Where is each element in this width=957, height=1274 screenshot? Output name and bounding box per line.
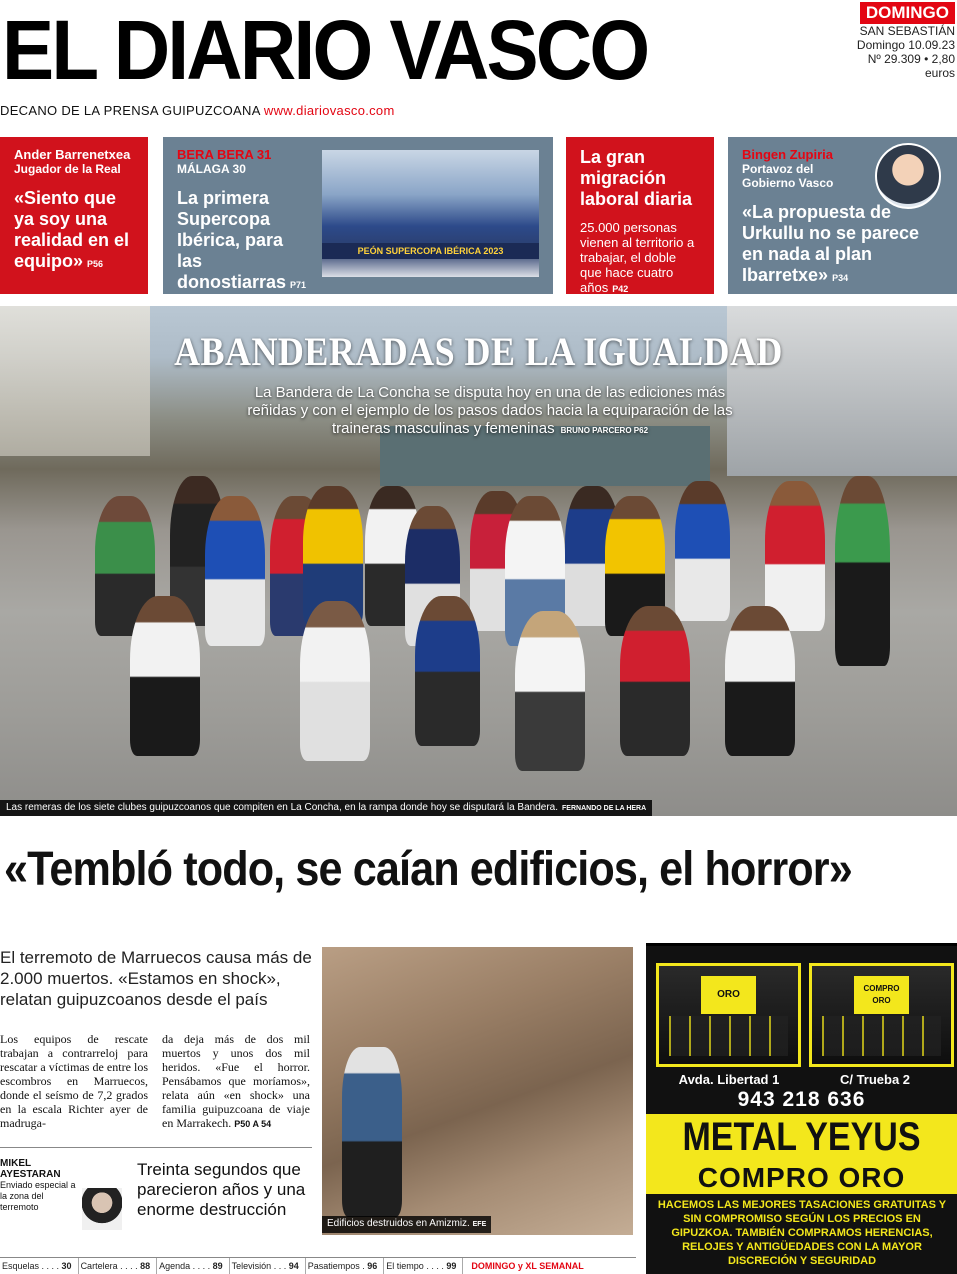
quake-photo: [322, 947, 633, 1235]
section-index: [0, 1257, 636, 1274]
quake-body-col2: da deja más de dos mil muertos y unos dos mil heridos. «Fue el horror. Pensábamos que moríamos», relata aún «en shock» una familia guipuzcoana de viaje en Marrakech. P50 A 54: [162, 1032, 310, 1130]
main-deck-credit: BRUNO PARCERO P62: [560, 426, 649, 435]
main-headline: ABANDERADAS DE LA IGUALDAD: [174, 329, 783, 374]
byline: [0, 1158, 80, 1213]
quake-body-col1: Los equipos de rescate trabajan a contrarreloj para rescatar a víctimas de entre los escombros en Marruecos, donde el seísmo de 7,2 grados en la escala Richter ayer de madruga-: [0, 1032, 148, 1130]
divider: [0, 1147, 312, 1148]
supercopa-team-photo: [322, 150, 539, 277]
teaser-kicker: BERA BERA 31: [177, 147, 272, 162]
ad-shop-photo-1: [656, 963, 801, 1067]
zupiria-portrait: [875, 143, 941, 209]
masthead-title: EL DIARIO VASCO: [2, 3, 648, 97]
edition-city: SAN SEBASTIÁN: [859, 24, 955, 38]
quake-photo-credit: EFE: [472, 1221, 487, 1228]
quake-deck: El terremoto de Marruecos causa más de 2.000 muertos. «Estamos en shock», relatan guipuzcoanos desde el país: [0, 948, 312, 1009]
index-item-pasatiempos[interactable]: Pasatiempos . 96: [306, 1258, 385, 1274]
teaser-barrenetxea[interactable]: [0, 137, 148, 294]
ad-top-rule: [646, 943, 957, 946]
page-ref: P42: [612, 284, 629, 294]
main-photo: [0, 306, 957, 816]
page-ref: P56: [87, 259, 104, 269]
supercopa-banner: PEÓN SUPERCOPA IBÉRICA 2023: [322, 243, 539, 259]
ad-brand: METAL YEYUS: [682, 1115, 921, 1159]
teaser-headline: La gran migración laboral diaria: [580, 147, 693, 209]
shop-door-2: [822, 1016, 941, 1056]
main-photo-caption: Las remeras de los siete clubes guipuzcoanos que compiten en La Concha, en la rampa donde hoy se disputará la Bandera. FERNANDO DE LA HERA: [0, 800, 652, 816]
teaser-kicker: Ander Barrenetxea: [14, 147, 131, 162]
index-item-television[interactable]: Televisión . . . 94: [230, 1258, 306, 1274]
byline-name-1: MIKEL: [0, 1158, 32, 1169]
index-promo: DOMINGO y XL SEMANAL: [471, 1261, 584, 1271]
quake-photo-caption: Edificios destruidos en Amizmiz. EFE: [322, 1216, 491, 1233]
page-ref: P34: [832, 273, 849, 283]
ad-address-1: Avda. Libertad 1: [678, 1072, 780, 1087]
edition-issue: Nº 29.309 • 2,80 euros: [867, 52, 955, 80]
main-deck: La Bandera de La Concha se disputa hoy en una de las ediciones más reñidas y con el ejemplo de los pasos dados hacia la equiparación de las traineras masculinas y femeninas BRUNO PARCERO P62: [247, 384, 733, 437]
index-item-agenda[interactable]: Agenda . . . . 89: [157, 1258, 230, 1274]
byline-role: Enviado especial a la zona del terremoto: [0, 1180, 76, 1212]
quake-sidehead: Treinta segundos que parecieron años y una enorme destrucción: [137, 1160, 306, 1219]
teaser-sub: MÁLAGA 30: [177, 162, 246, 176]
ad-compro-oro: COMPRO ORO: [697, 1162, 906, 1193]
teaser-sub: Portavoz del Gobierno Vasco: [742, 162, 834, 190]
shop-door-1: [669, 1016, 788, 1056]
tagline: [0, 103, 395, 118]
index-item-tiempo[interactable]: El tiempo . . . . 99: [384, 1258, 463, 1274]
teaser-sub: Jugador de la Real: [14, 162, 121, 176]
edition-info: [845, 2, 955, 80]
quake-headline: «Tembló todo, se caían edificios, el horror»: [4, 843, 852, 896]
index-item-cartelera[interactable]: Cartelera . . . . 88: [79, 1258, 158, 1274]
site-url-link[interactable]: www.diariovasco.com: [263, 103, 395, 118]
edition-day: DOMINGO: [860, 2, 955, 24]
byline-name-2: AYESTARAN: [0, 1169, 61, 1180]
index-item-esquelas[interactable]: Esquelas . . . . 30: [0, 1258, 79, 1274]
teaser-body: 25.000 personas vienen al territorio a trabajar, el doble que hace cuatro años P42: [580, 220, 695, 294]
ad-phone[interactable]: 943 218 636: [737, 1088, 866, 1111]
teaser-headline: La primera Supercopa Ibérica, para las donostiarras P71: [177, 188, 307, 292]
rowers-group: [75, 456, 895, 786]
ad-address-2: C/ Trueba 2: [839, 1072, 911, 1087]
teaser-kicker: Bingen Zupiria: [742, 147, 833, 162]
shop-sign-2: COMPRO ORO: [854, 976, 910, 1014]
shop-sign-1: ORO: [701, 976, 757, 1014]
teaser-migration[interactable]: [566, 137, 714, 294]
ad-body-text: HACEMOS LAS MEJORES TASACIONES GRATUITAS Y SIN COMPROMISO SEGÚN LOS PRECIOS EN GIPUZKOA. TAMBIÉN COMPRAMOS HERENCIAS, RELOJES Y ANTIGÜEDADES CON LA MAYOR DISCRECIÓN Y SEGURIDAD: [657, 1199, 947, 1267]
photo-man: [342, 1047, 402, 1217]
tagline-text: DECANO DE LA PRENSA GUIPUZCOANA: [0, 103, 260, 118]
ad-shop-photo-2: [809, 963, 954, 1067]
teaser-headline: «La propuesta de Urkullu no se parece en nada al plan Ibarretxe» P34: [742, 202, 920, 285]
edition-date: Domingo 10.09.23: [856, 38, 955, 52]
author-photo: [82, 1188, 122, 1230]
page-ref: P50 A 54: [234, 1119, 272, 1129]
page-ref: P71: [290, 280, 307, 290]
teaser-headline: «Siento que ya soy una realidad en el equipo» P56: [14, 188, 130, 271]
main-photo-credit: FERNANDO DE LA HERA: [562, 805, 647, 812]
